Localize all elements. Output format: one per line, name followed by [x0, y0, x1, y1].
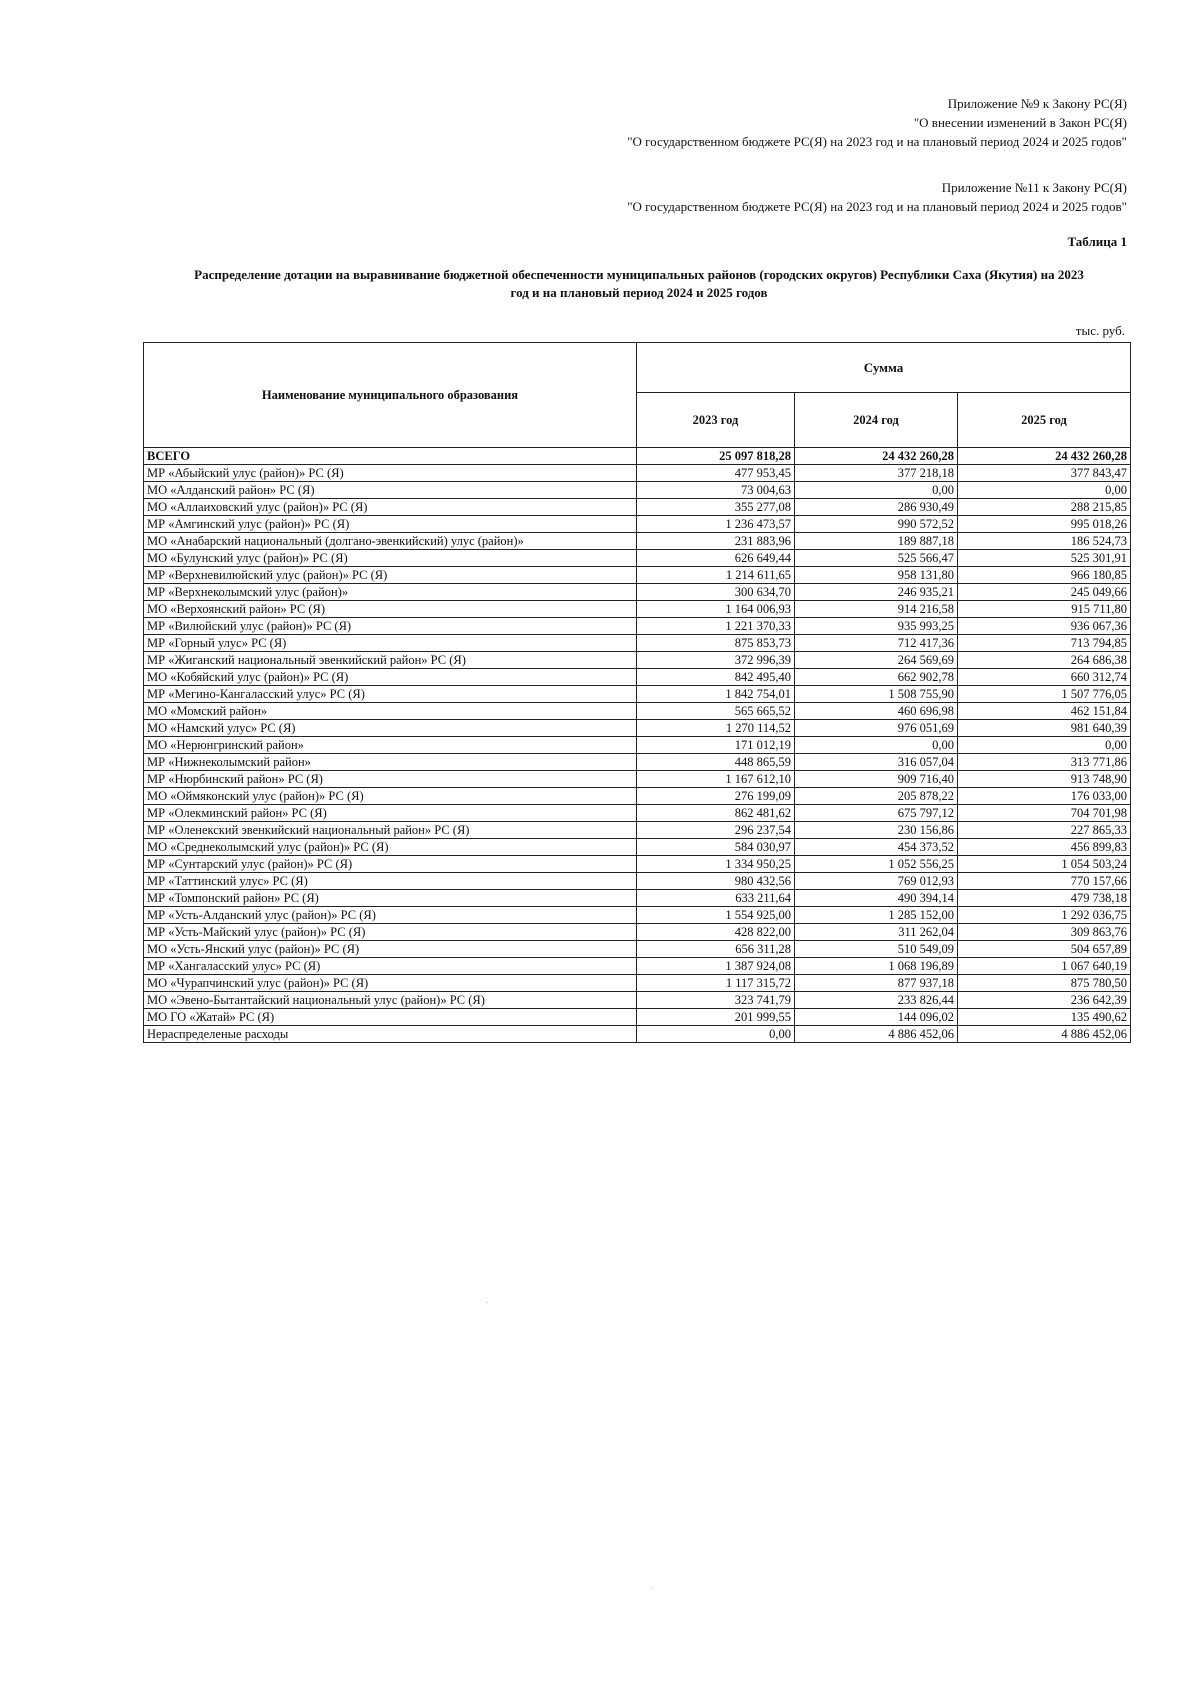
row-name: МР «Усть-Майский улус (район)» РС (Я): [144, 924, 637, 941]
row-name: МР «Вилюйский улус (район)» РС (Я): [144, 618, 637, 635]
row-value-2025: 875 780,50: [958, 975, 1131, 992]
row-value-2024: 935 993,25: [795, 618, 958, 635]
row-name: МО «Намский улус» РС (Я): [144, 720, 637, 737]
table-row: [144, 516, 1131, 533]
row-value-2023: 1 554 925,00: [637, 907, 795, 924]
row-value-2025: 313 771,86: [958, 754, 1131, 771]
row-value-2025: 176 033,00: [958, 788, 1131, 805]
table-row: [144, 465, 1131, 482]
row-value-2025: 525 301,91: [958, 550, 1131, 567]
row-name: МР «Мегино-Кангаласский улус» РС (Я): [144, 686, 637, 703]
table-row: [144, 873, 1131, 890]
row-value-2023: 323 741,79: [637, 992, 795, 1009]
row-value-2024: 976 051,69: [795, 720, 958, 737]
row-name: МР «Абыйский улус (район)» РС (Я): [144, 465, 637, 482]
row-value-2025: 936 067,36: [958, 618, 1131, 635]
appendix-9-line3: "О государственном бюджете РС(Я) на 2023 год и на плановый период 2024 и 2025 годов": [627, 134, 1127, 149]
row-value-2024: 460 696,98: [795, 703, 958, 720]
row-value-2023: 875 853,73: [637, 635, 795, 652]
row-name: МР «Жиганский национальный эвенкийский район» РС (Я): [144, 652, 637, 669]
row-value-2023: 1 221 370,33: [637, 618, 795, 635]
scan-speck: [651, 1587, 652, 1588]
row-name: МО «Аллаиховский улус (район)» РС (Я): [144, 499, 637, 516]
appendix-11-line2: "О государственном бюджете РС(Я) на 2023 год и на плановый период 2024 и 2025 годов": [627, 199, 1127, 214]
row-value-2023: 276 199,09: [637, 788, 795, 805]
row-value-2025: 995 018,26: [958, 516, 1131, 533]
row-value-2025: 966 180,85: [958, 567, 1131, 584]
table-row: [144, 618, 1131, 635]
table-row: [144, 1026, 1131, 1043]
table-row: [144, 975, 1131, 992]
row-name: МО «Кобяйский улус (район)» РС (Я): [144, 669, 637, 686]
row-value-2023: 626 649,44: [637, 550, 795, 567]
row-value-2025: 377 843,47: [958, 465, 1131, 482]
total-2025: 24 432 260,28: [958, 448, 1131, 465]
row-value-2024: 454 373,52: [795, 839, 958, 856]
row-value-2025: 309 863,76: [958, 924, 1131, 941]
appendix-9-line1: Приложение №9 к Закону РС(Я): [947, 96, 1127, 111]
row-value-2023: 1 117 315,72: [637, 975, 795, 992]
row-value-2025: 462 151,84: [958, 703, 1131, 720]
row-name: МР «Нюрбинский район» РС (Я): [144, 771, 637, 788]
row-name: МР «Сунтарский улус (район)» РС (Я): [144, 856, 637, 873]
row-name: МО «Момский район»: [144, 703, 637, 720]
row-value-2024: 377 218,18: [795, 465, 958, 482]
row-value-2025: 135 490,62: [958, 1009, 1131, 1026]
row-value-2023: 296 237,54: [637, 822, 795, 839]
row-value-2024: 490 394,14: [795, 890, 958, 907]
row-value-2023: 584 030,97: [637, 839, 795, 856]
table-row: [144, 703, 1131, 720]
table-row: [144, 992, 1131, 1009]
table-row: [144, 754, 1131, 771]
row-value-2024: 311 262,04: [795, 924, 958, 941]
row-value-2025: 504 657,89: [958, 941, 1131, 958]
row-value-2025: 770 157,66: [958, 873, 1131, 890]
row-value-2025: 0,00: [958, 482, 1131, 499]
row-value-2025: 713 794,85: [958, 635, 1131, 652]
row-name: МО «Чурапчинский улус (район)» РС (Я): [144, 975, 637, 992]
row-name: МО ГО «Жатай» РС (Я): [144, 1009, 637, 1026]
row-value-2023: 565 665,52: [637, 703, 795, 720]
column-header-2024: 2024 год: [795, 393, 958, 448]
appendix-9-header: [627, 94, 1127, 151]
row-value-2025: 456 899,83: [958, 839, 1131, 856]
table-row: [144, 890, 1131, 907]
row-value-2024: 205 878,22: [795, 788, 958, 805]
row-value-2023: 171 012,19: [637, 737, 795, 754]
row-value-2024: 914 216,58: [795, 601, 958, 618]
column-header-name: Наименование муниципального образования: [144, 343, 637, 448]
table-row: [144, 482, 1131, 499]
table-row: [144, 669, 1131, 686]
document-title-line1: Распределение дотации на выравнивание бюджетной обеспеченности муниципальных районов (городских округов) Республики Саха (Якутия) на 2023: [194, 267, 1084, 282]
table-row: [144, 550, 1131, 567]
row-name: МР «Олекминский район» РС (Я): [144, 805, 637, 822]
row-name: МО «Нерюнгринский район»: [144, 737, 637, 754]
total-2023: 25 097 818,28: [637, 448, 795, 465]
row-value-2025: 1 054 503,24: [958, 856, 1131, 873]
row-value-2024: 1 285 152,00: [795, 907, 958, 924]
table-row: [144, 839, 1131, 856]
table-row: [144, 567, 1131, 584]
table-row: [144, 686, 1131, 703]
appendix-11-header: [627, 178, 1127, 216]
row-value-2023: 1 164 006,93: [637, 601, 795, 618]
row-value-2024: 525 566,47: [795, 550, 958, 567]
row-value-2024: 0,00: [795, 737, 958, 754]
row-value-2025: 245 049,66: [958, 584, 1131, 601]
row-name: МО «Верхоянский район» РС (Я): [144, 601, 637, 618]
row-name: МО «Эвено-Бытантайский национальный улус (район)» РС (Я): [144, 992, 637, 1009]
table-row: [144, 737, 1131, 754]
row-name: МО «Среднеколымский улус (район)» РС (Я): [144, 839, 637, 856]
row-value-2024: 909 716,40: [795, 771, 958, 788]
column-header-2023: 2023 год: [637, 393, 795, 448]
row-value-2023: 201 999,55: [637, 1009, 795, 1026]
row-value-2025: 1 067 640,19: [958, 958, 1131, 975]
row-name: МО «Усть-Янский улус (район)» РС (Я): [144, 941, 637, 958]
row-value-2025: 981 640,39: [958, 720, 1131, 737]
table-row: [144, 805, 1131, 822]
row-value-2024: 769 012,93: [795, 873, 958, 890]
row-value-2024: 230 156,86: [795, 822, 958, 839]
row-name: МР «Усть-Алданский улус (район)» РС (Я): [144, 907, 637, 924]
table-row: [144, 635, 1131, 652]
row-value-2025: 1 507 776,05: [958, 686, 1131, 703]
row-value-2024: 510 549,09: [795, 941, 958, 958]
row-value-2023: 842 495,40: [637, 669, 795, 686]
row-value-2023: 428 822,00: [637, 924, 795, 941]
row-value-2024: 144 096,02: [795, 1009, 958, 1026]
row-name: МО «Оймяконский улус (район)» РС (Я): [144, 788, 637, 805]
row-value-2025: 704 701,98: [958, 805, 1131, 822]
row-name: МР «Верхнеколымский улус (район)»: [144, 584, 637, 601]
scan-speck: [487, 1302, 488, 1303]
table-row: [144, 788, 1131, 805]
row-value-2025: 1 292 036,75: [958, 907, 1131, 924]
row-value-2025: 915 711,80: [958, 601, 1131, 618]
table-label: Таблица 1: [1067, 234, 1127, 249]
row-value-2025: 264 686,38: [958, 652, 1131, 669]
row-value-2024: 958 131,80: [795, 567, 958, 584]
row-value-2024: 0,00: [795, 482, 958, 499]
row-value-2024: 246 935,21: [795, 584, 958, 601]
row-value-2024: 4 886 452,06: [795, 1026, 958, 1043]
row-value-2023: 1 387 924,08: [637, 958, 795, 975]
row-value-2025: 236 642,39: [958, 992, 1131, 1009]
row-value-2023: 73 004,63: [637, 482, 795, 499]
row-value-2025: 227 865,33: [958, 822, 1131, 839]
row-value-2025: 4 886 452,06: [958, 1026, 1131, 1043]
row-value-2025: 0,00: [958, 737, 1131, 754]
row-value-2023: 0,00: [637, 1026, 795, 1043]
total-row: [144, 448, 1131, 465]
row-value-2024: 264 569,69: [795, 652, 958, 669]
row-name: МО «Анабарский национальный (долгано-эвенкийский) улус (район)»: [144, 533, 637, 550]
row-value-2023: 1 167 612,10: [637, 771, 795, 788]
table-row: [144, 941, 1131, 958]
row-value-2023: 355 277,08: [637, 499, 795, 516]
row-value-2024: 286 930,49: [795, 499, 958, 516]
row-name: МР «Амгинский улус (район)» РС (Я): [144, 516, 637, 533]
table-row: [144, 822, 1131, 839]
row-value-2023: 1 842 754,01: [637, 686, 795, 703]
row-value-2024: 1 508 755,90: [795, 686, 958, 703]
row-value-2024: 712 417,36: [795, 635, 958, 652]
row-name: МО «Булунский улус (район)» РС (Я): [144, 550, 637, 567]
row-value-2023: 656 311,28: [637, 941, 795, 958]
document-title: [150, 266, 1128, 302]
row-value-2025: 288 215,85: [958, 499, 1131, 516]
table-row: [144, 601, 1131, 618]
row-value-2023: 372 996,39: [637, 652, 795, 669]
table-row: [144, 533, 1131, 550]
row-value-2024: 1 052 556,25: [795, 856, 958, 873]
row-name: МР «Нижнеколымский район»: [144, 754, 637, 771]
row-value-2024: 662 902,78: [795, 669, 958, 686]
row-value-2025: 660 312,74: [958, 669, 1131, 686]
row-value-2025: 186 524,73: [958, 533, 1131, 550]
row-value-2024: 675 797,12: [795, 805, 958, 822]
table-row: [144, 771, 1131, 788]
subsidy-table: [143, 342, 1131, 1043]
table-row: [144, 924, 1131, 941]
table-row: [144, 907, 1131, 924]
row-name: МР «Оленекский эвенкийский национальный район» РС (Я): [144, 822, 637, 839]
row-value-2023: 448 865,59: [637, 754, 795, 771]
row-name: МР «Горный улус» РС (Я): [144, 635, 637, 652]
row-name: Нераспределеные расходы: [144, 1026, 637, 1043]
row-name: МР «Хангаласский улус» РС (Я): [144, 958, 637, 975]
row-value-2023: 300 634,70: [637, 584, 795, 601]
table-row: [144, 1009, 1131, 1026]
row-value-2024: 990 572,52: [795, 516, 958, 533]
document-title-line2: год и на плановый период 2024 и 2025 годов: [510, 285, 768, 300]
row-value-2023: 980 432,56: [637, 873, 795, 890]
row-value-2024: 1 068 196,89: [795, 958, 958, 975]
units-label: тыс. руб.: [1075, 323, 1125, 338]
row-value-2023: 862 481,62: [637, 805, 795, 822]
table-row: [144, 584, 1131, 601]
row-value-2024: 316 057,04: [795, 754, 958, 771]
row-value-2023: 477 953,45: [637, 465, 795, 482]
row-value-2024: 189 887,18: [795, 533, 958, 550]
row-value-2023: 1 334 950,25: [637, 856, 795, 873]
row-value-2025: 479 738,18: [958, 890, 1131, 907]
row-name: МО «Алданский район» РС (Я): [144, 482, 637, 499]
table-row: [144, 856, 1131, 873]
appendix-9-line2: "О внесении изменений в Закон РС(Я): [913, 115, 1127, 130]
row-value-2024: 233 826,44: [795, 992, 958, 1009]
column-header-2025: 2025 год: [958, 393, 1131, 448]
row-value-2023: 633 211,64: [637, 890, 795, 907]
row-value-2025: 913 748,90: [958, 771, 1131, 788]
row-value-2023: 1 270 114,52: [637, 720, 795, 737]
appendix-11-line1: Приложение №11 к Закону РС(Я): [941, 180, 1127, 195]
table-row: [144, 499, 1131, 516]
row-value-2023: 231 883,96: [637, 533, 795, 550]
row-name: МР «Томпонский район» РС (Я): [144, 890, 637, 907]
row-name: МР «Верхневилюйский улус (район)» РС (Я): [144, 567, 637, 584]
total-label: ВСЕГО: [144, 448, 637, 465]
row-value-2023: 1 214 611,65: [637, 567, 795, 584]
column-header-sum: Сумма: [637, 343, 1131, 393]
row-value-2023: 1 236 473,57: [637, 516, 795, 533]
row-value-2024: 877 937,18: [795, 975, 958, 992]
table-row: [144, 958, 1131, 975]
row-name: МР «Таттинский улус» РС (Я): [144, 873, 637, 890]
table-row: [144, 720, 1131, 737]
table-row: [144, 652, 1131, 669]
total-2024: 24 432 260,28: [795, 448, 958, 465]
